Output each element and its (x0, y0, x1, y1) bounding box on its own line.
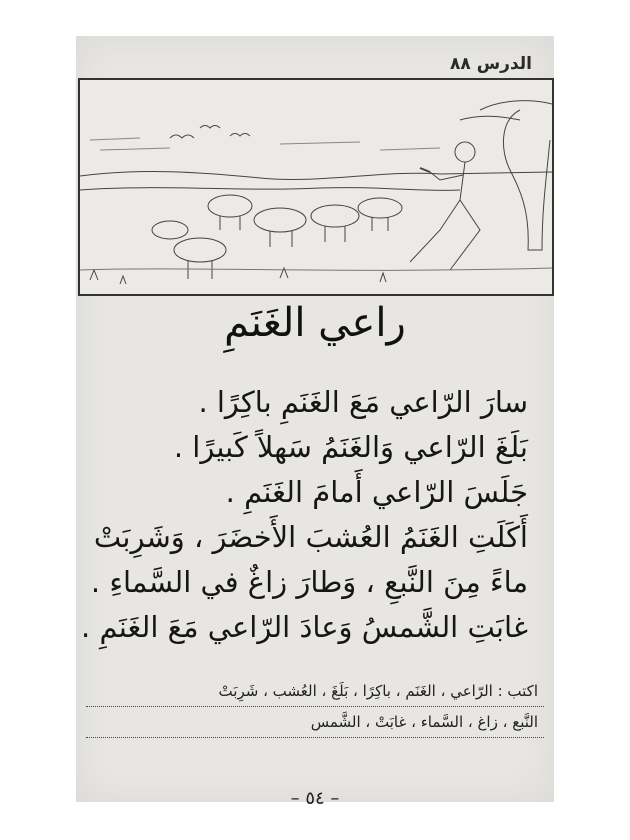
text-line: أَكَلَتِ الغَنَمُ العُشبَ الأَخضَرَ ، وَشَرِبَتْ (93, 520, 528, 554)
writing-exercise (86, 676, 544, 738)
book-page (76, 36, 554, 809)
exercise-line: اكتب : الرّاعي ، الغَنَم ، باكِرًا ، بَلَغَ ، العُشب ، شَرِبَتْ (86, 676, 544, 707)
page-number: – ٥٤ – (290, 788, 340, 809)
text-line: غابَتِ الشَّمسُ وَعادَ الرّاعي مَعَ الغَنَمِ . (81, 610, 528, 644)
reading-text (81, 380, 528, 650)
page-title: راعي الغَنَمِ (224, 300, 406, 346)
text-line: جَلَسَ الرّاعي أَمامَ الغَنَمِ . (225, 475, 528, 509)
text-line: ماءً مِنَ النَّبعِ ، وَطارَ زاغٌ في السَّماءِ . (90, 565, 528, 599)
text-line: بَلَغَ الرّاعي وَالغَنَمُ سَهلاً كَبيرًا . (173, 430, 528, 464)
lesson-number: الدرس ٨٨ (450, 54, 532, 74)
text-line: سارَ الرّاعي مَعَ الغَنَمِ باكِرًا . (198, 385, 528, 419)
shepherd-with-sheep-drawing (80, 80, 552, 294)
exercise-line: النَّبع ، زاغ ، السَّماء ، غابَتْ ، الشَّمس (86, 707, 544, 738)
illustration (78, 78, 554, 296)
